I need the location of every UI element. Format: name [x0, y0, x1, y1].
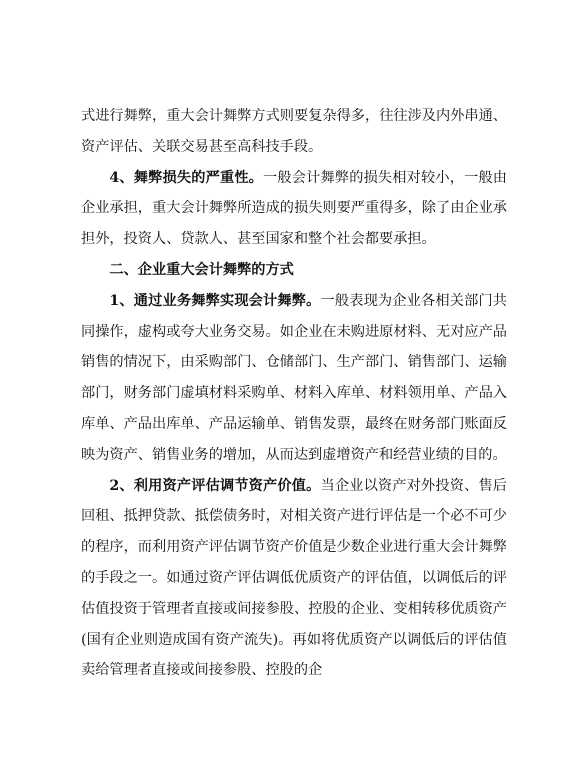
paragraph-text: 一般表现为企业各相关部门共同操作，虚构或夸大业务交易。如企业在未购进原材料、无对应产品销售的情况下，由采购部门、仓储部门、生产部门、销售部门、运输部门，财务部门虚填材料采购单、材料入库单、材料领用单、产品入库单、产品出库单、产品运输单、销售发票，最终在财务部门账面反映为资产、销售业务的增加，从而达到虚增资产和经营业绩的目的。 — [81, 292, 507, 463]
paragraph-loss-severity — [81, 163, 507, 255]
paragraph-text: 一般会计舞弊的损失相对较小，一般由企业承担，重大会计舞弊所造成的损失则要严重得多，除了由企业承担外，投资人、贷款人、甚至国家和整个社会都要承担。 — [81, 169, 507, 248]
document-body — [81, 101, 507, 686]
paragraph-lead: 4、舞弊损失的严重性。 — [109, 169, 264, 186]
paragraph-text: 当企业以资产对外投资、售后回租、抵押贷款、抵偿债务时，对相关资产进行评估是一个必不可少的程序，而利用资产评估调节资产价值是少数企业进行重大会计舞弊的手段之一。如通过资产评估调低优质资产的评估值，以调低后的评估值投资于管理者直接或间接参股、控股的企业、变相转移优质资产(国有企业则造成国有资产流失)。再如将优质资产以调低后的评估值卖给管理者直接或间接参股、控股的企 — [81, 477, 507, 679]
paragraph-text: 式进行舞弊，重大会计舞弊方式则要复杂得多，往往涉及内外串通、资产评估、关联交易甚至高科技手段。 — [81, 108, 507, 155]
paragraph-asset-valuation — [81, 471, 507, 687]
section-heading: 二、企业重大会计舞弊的方式 — [109, 261, 294, 278]
paragraph-continuation — [81, 101, 507, 163]
paragraph-lead: 2、利用资产评估调节资产价值。 — [109, 477, 321, 494]
paragraph-business-fraud — [81, 286, 507, 471]
paragraph-lead: 1、通过业务舞弊实现会计舞弊。 — [109, 292, 321, 309]
